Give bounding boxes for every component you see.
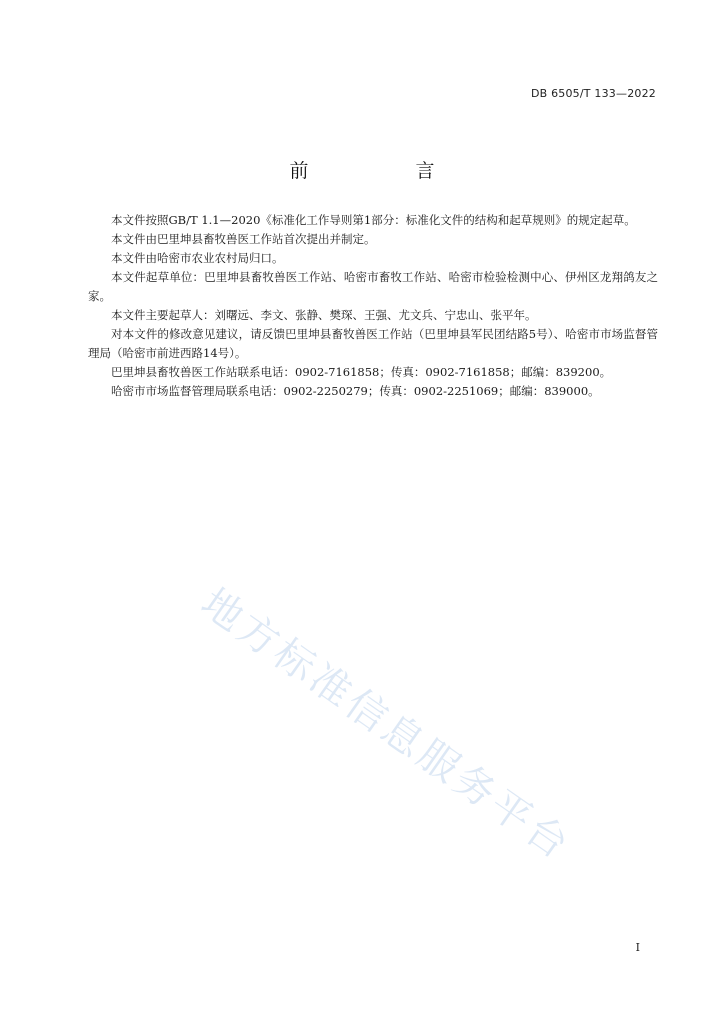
paragraph-drafting-rules: 本文件按照GB/T 1.1—2020《标准化工作导则第1部分：标准化文件的结构和起草规则》的规定起草。 [111,213,636,227]
paragraph-feedback: 对本文件的修改意见建议，请反馈巴里坤县畜牧兽医工作站（巴里坤县军民团结路5号）、哈密市市场监督管理局（哈密市前进西路14号）。 [88,327,658,360]
watermark: 地方标准信息服务平台 [192,579,580,870]
paragraph-drafters: 本文件主要起草人：刘曙远、李文、张静、樊琛、王强、尤文兵、宁忠山、张平年。 [111,308,537,322]
paragraph-drafting-units: 本文件起草单位：巴里坤县畜牧兽医工作站、哈密市畜牧工作站、哈密市检验检测中心、伊州区龙翔鸽友之家。 [88,270,658,303]
document-body [88,211,658,401]
page-title: 前 言 [289,160,479,182]
document-code: DB 6505/T 133—2022 [530,87,656,100]
page-number: I [635,941,640,954]
paragraph-proposer: 本文件由巴里坤县畜牧兽医工作站首次提出并制定。 [111,232,376,246]
paragraph-administrator: 本文件由哈密市农业农村局归口。 [111,251,284,265]
paragraph-contact-station: 巴里坤县畜牧兽医工作站联系电话：0902-7161858；传真：0902-7161858；邮编：839200。 [111,365,612,379]
paragraph-contact-bureau: 哈密市市场监督管理局联系电话：0902-2250279；传真：0902-2251069；邮编：839000。 [111,384,600,398]
